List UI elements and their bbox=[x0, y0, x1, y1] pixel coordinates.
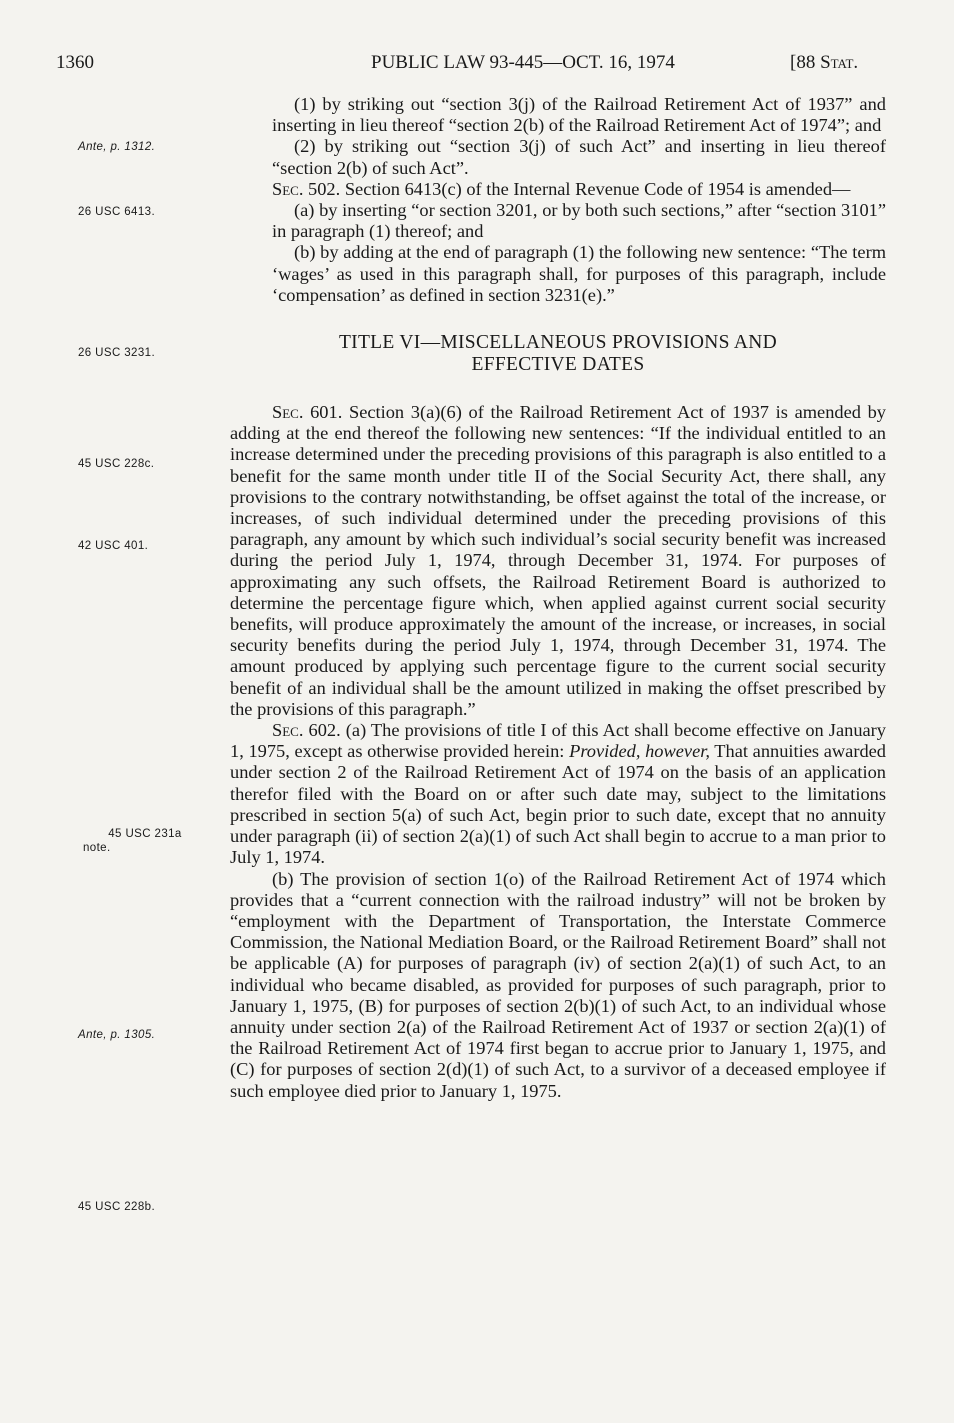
clause-2: (2) by striking out “section 3(j) of such Act” and inserting in lieu thereof “section 2(b) of such Act”. bbox=[272, 136, 886, 178]
margin-note-42usc401: 42 USC 401. bbox=[78, 540, 149, 552]
section-502-label: Sec. 502. bbox=[272, 178, 341, 199]
section-601-label: Sec. 601. bbox=[272, 402, 343, 423]
statute-reference bbox=[790, 52, 858, 74]
title-line-1: TITLE VI—MISCELLANEOUS PROVISIONS AND bbox=[338, 332, 778, 354]
margin-note-ante-1312: Ante, p. 1312. bbox=[78, 141, 156, 153]
section-602-text-a: (a) The provisions of title I of this Act shall become effective on January 1, 1975, except as otherwise provided herein: bbox=[230, 720, 886, 762]
section-602-b: (b) The provision of section 1(o) of the Railroad Retirement Act of 1974 which provides that a “current connection with the railroad industry” will not be broken by “employment with the Department of Transportation, the Interstate Commerce Commission, the National Mediation Board, or the Railroad Retirement Board” shall not be applicable (A) for purposes of paragraph (iv) of section 2(a)(1) of such Act, to an individual who became disabled, as provided for purposes of such paragraph, prior to January 1, 1975, (B) for purposes of section 2(b)(1) of such Act, to an individual whose annuity under section 2(a) of the Railroad Retirement Act of 1937 or section 2(a)(1) of the Railroad Retirement Act of 1974 first began to accrue prior to January 1, 1975, and (C) for purposes of section 2(d)(1) of such Act, to a survivor of a deceased employee if such employee died prior to January 1, 1975. bbox=[230, 868, 886, 1101]
margin-note-45usc228b: 45 USC 228b. bbox=[78, 1201, 156, 1213]
section-602-provided: Provided, however, bbox=[569, 741, 710, 762]
margin-note-45usc228c: 45 USC 228c. bbox=[78, 458, 155, 470]
margin-note-26usc3231: 26 USC 3231. bbox=[78, 347, 156, 359]
title-line-2: EFFECTIVE DATES bbox=[471, 354, 645, 376]
section-601-text: Section 3(a)(6) of the Railroad Retirement Act of 1937 is amended by adding at the end thereof the following new sentences: “If the individual entitled to an increase determined under the preceding provisions of this paragraph is also entitled to a benefit for the same month under title II of the Social Security Act, there shall, any provisions to the contrary notwithstanding, be offset against the total of the increase, or increases, of such individual determined under the preceding provisions of this paragraph, any amount by which such individual’s social security benefit was increased during the period July 1, 1974, through December 31, 1974. For purposes of approximating any such offsets, the Railroad Retirement Board is authorized to determine the percentage figure which, when applied against current social security benefits, will produce approximately the amount of the increase, or increases, in social security benefits during the period July 1, 1974, through December 31, 1974. The amount produced by applying such percentage figure to the current social security benefit of an individual shall be the amount utilized in making the offset prescribed by the provisions of this paragraph.” bbox=[230, 402, 886, 719]
section-502 bbox=[230, 179, 886, 200]
main-text bbox=[230, 94, 886, 1102]
section-602 bbox=[230, 720, 886, 868]
statute-label: Stat. bbox=[820, 52, 859, 73]
clause-a: (a) by inserting “or section 3201, or by both such sections,” after “section 3101” in paragraph (1) thereof; and bbox=[272, 200, 886, 242]
clause-b: (b) by adding at the end of paragraph (1) the following new sentence: “The term ‘wages’ as used in this paragraph shall, for purposes of this paragraph, include ‘compensation’ as defined in section 3231(e).” bbox=[272, 242, 886, 305]
margin-note-45usc231a bbox=[75, 827, 215, 855]
page-number: 1360 bbox=[56, 52, 94, 73]
section-601 bbox=[230, 402, 886, 720]
statute-prefix: [88 bbox=[790, 52, 821, 73]
title-vi-heading bbox=[230, 332, 886, 376]
margin-note-26usc6413: 26 USC 6413. bbox=[78, 206, 156, 218]
section-602-label: Sec. 602. bbox=[272, 720, 341, 741]
running-title: PUBLIC LAW 93-445—OCT. 16, 1974 bbox=[371, 52, 675, 73]
section-502-text: Section 6413(c) of the Internal Revenue Code of 1954 is amended— bbox=[340, 178, 851, 199]
margin-note-line-1: 45 USC 231a bbox=[108, 828, 182, 840]
section-602-text-b: That annuities awarded under section 2 of the Railroad Retirement Act of 1974 on the basis of an application therefor filed with the Board on or after such date may, subject to the limitations prescribed in section 5(a) of such Act, begin prior to such date, except that no annuity under paragraph (ii) of section 2(a)(1) of such Act shall begin to accrue to a man prior to July 1, 1974. bbox=[230, 741, 887, 868]
margin-note-ante-1305: Ante, p. 1305. bbox=[78, 1029, 156, 1041]
margin-note-line-2: note. bbox=[83, 842, 111, 854]
clause-1: (1) by striking out “section 3(j) of the Railroad Retirement Act of 1937” and inserting in lieu thereof “section 2(b) of the Railroad Retirement Act of 1974”; and bbox=[272, 94, 886, 136]
